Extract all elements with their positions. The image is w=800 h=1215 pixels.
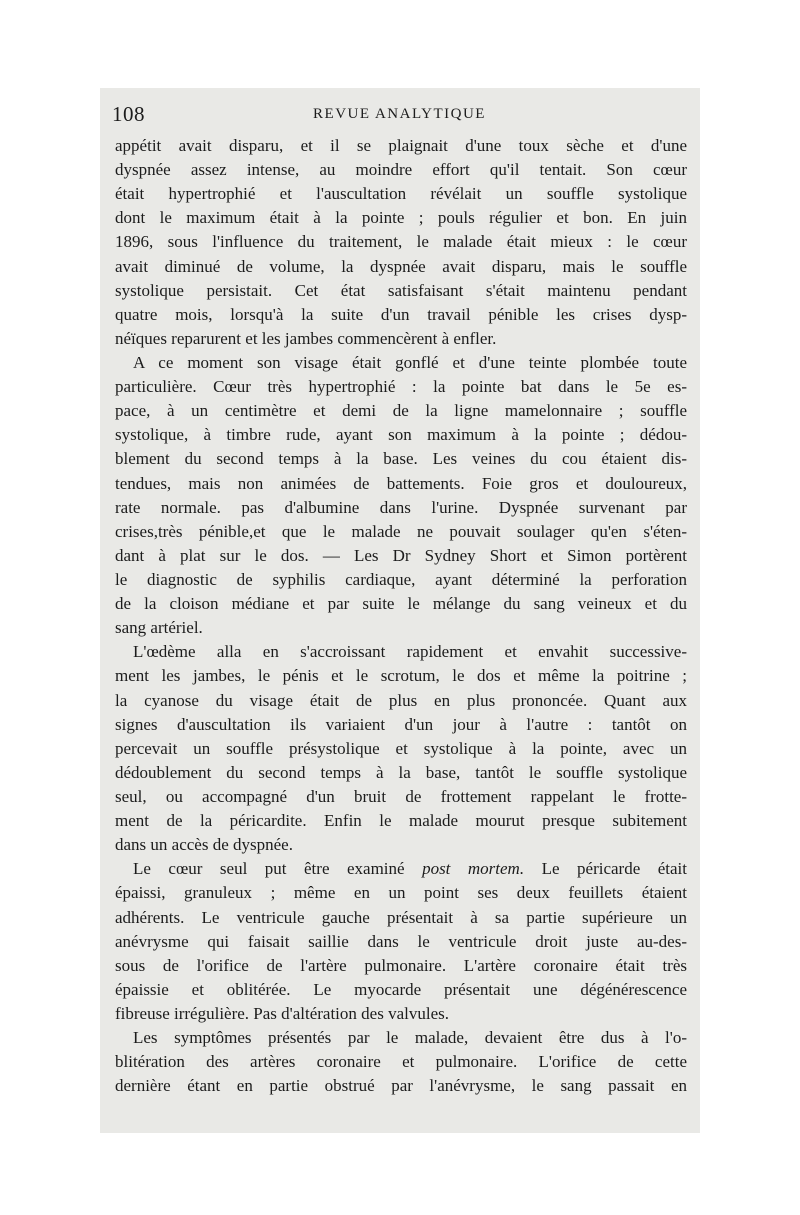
text-line: L'œdème alla en s'accroissant rapidement et envahit successive- bbox=[133, 642, 687, 662]
text-line: rate normale. pas d'albumine dans l'urine. Dyspnée survenant par bbox=[115, 497, 687, 517]
text-segment: Le péricarde était bbox=[541, 859, 687, 879]
text-line: particulière. Cœur très hypertrophié : la pointe bat dans le 5e es- bbox=[115, 377, 687, 397]
text-line: ment les jambes, le pénis et le scrotum, le dos et même la poitrine ; bbox=[115, 666, 687, 686]
text-line: dernière étant en partie obstrué par l'anévrysme, le sang passait en bbox=[115, 1076, 687, 1096]
text-line: quatre mois, lorsqu'à la suite d'un travail pénible les crises dysp- bbox=[115, 304, 687, 324]
text-line: signes d'auscultation ils variaient d'un jour à l'autre : tantôt on bbox=[115, 714, 687, 734]
text-line: A ce moment son visage était gonflé et d'une teinte plombée toute bbox=[133, 352, 687, 372]
text-line: 1896, sous l'influence du traitement, le malade était mieux : le cœur bbox=[115, 232, 687, 252]
text-line: la cyanose du visage était de plus en plus prononcée. Quant aux bbox=[115, 690, 687, 710]
text-line: dont le maximum était à la pointe ; pouls régulier et bon. En juin bbox=[115, 208, 687, 228]
text-line: sous de l'orifice de l'artère pulmonaire. L'artère coronaire était très bbox=[115, 955, 687, 975]
text-line: épaissi, granuleux ; même en un point ses deux feuillets étaient bbox=[115, 883, 687, 903]
text-line: blitération des artères coronaire et pulmonaire. L'orifice de cette bbox=[115, 1052, 687, 1072]
text-line bbox=[115, 857, 687, 881]
text-line: dyspnée assez intense, au moindre effort qu'il tentait. Son cœur bbox=[115, 160, 687, 180]
text-line: anévrysme qui faisait saillie dans le ventricule droit juste au-des- bbox=[115, 931, 687, 951]
text-line: Les symptômes présentés par le malade, devaient être dus à l'o- bbox=[133, 1028, 687, 1048]
text-line: percevait un souffle présystolique et systolique à la pointe, avec un bbox=[115, 738, 687, 758]
text-line: adhérents. Le ventricule gauche présentait à sa partie supérieure un bbox=[115, 907, 687, 927]
text-line: appétit avait disparu, et il se plaignait d'une toux sèche et d'une bbox=[115, 136, 687, 155]
text-line: néïques reparurent et les jambes commencèrent à enfler. bbox=[115, 328, 497, 348]
text-line: fibreuse irrégulière. Pas d'altération des valvules. bbox=[115, 1003, 449, 1023]
text-line: sang artériel. bbox=[115, 618, 203, 638]
running-head: REVUE ANALYTIQUE bbox=[313, 106, 486, 122]
page-number: 108 bbox=[112, 102, 145, 126]
text-line: de la cloison médiane et par suite le mélange du sang veineux et du bbox=[115, 594, 687, 614]
body-text bbox=[115, 134, 687, 1098]
text-line: blement du second temps à la base. Les veines du cou étaient dis- bbox=[115, 449, 687, 469]
text-segment: Le cœur seul put être examiné bbox=[133, 859, 405, 879]
text-line: crises,très pénible,et que le malade ne pouvait soulager qu'en s'éten- bbox=[115, 521, 687, 541]
text-line: tendues, mais non animées de battements. Foie gros et douloureux, bbox=[115, 473, 687, 493]
page-header bbox=[112, 100, 687, 134]
text-line: ment de la péricardite. Enfin le malade mourut presque subitement bbox=[115, 811, 687, 831]
text-line: dans un accès de dyspnée. bbox=[115, 835, 293, 855]
text-line: dédoublement du second temps à la base, tantôt le souffle systolique bbox=[115, 762, 687, 782]
text-line: avait diminué de volume, la dyspnée avait disparu, mais le souffle bbox=[115, 256, 687, 276]
text-line: seul, ou accompagné d'un bruit de frottement rappelant le frotte- bbox=[115, 786, 687, 806]
text-line: le diagnostic de syphilis cardiaque, ayant déterminé la perforation bbox=[115, 569, 687, 589]
text-line: systolique, à timbre rude, ayant son maximum à la pointe ; dédou- bbox=[115, 425, 687, 445]
italic-term: post mortem. bbox=[422, 859, 525, 879]
text-line: dant à plat sur le dos. — Les Dr Sydney Short et Simon portèrent bbox=[115, 545, 687, 565]
text-line: systolique persistait. Cet état satisfaisant s'était maintenu pendant bbox=[115, 280, 687, 300]
text-line: pace, à un centimètre et demi de la ligne mamelonnaire ; souffle bbox=[115, 401, 687, 421]
text-line: épaissie et oblitérée. Le myocarde présentait une dégénérescence bbox=[115, 979, 687, 999]
text-line: était hypertrophié et l'auscultation révélait un souffle systolique bbox=[115, 184, 687, 204]
